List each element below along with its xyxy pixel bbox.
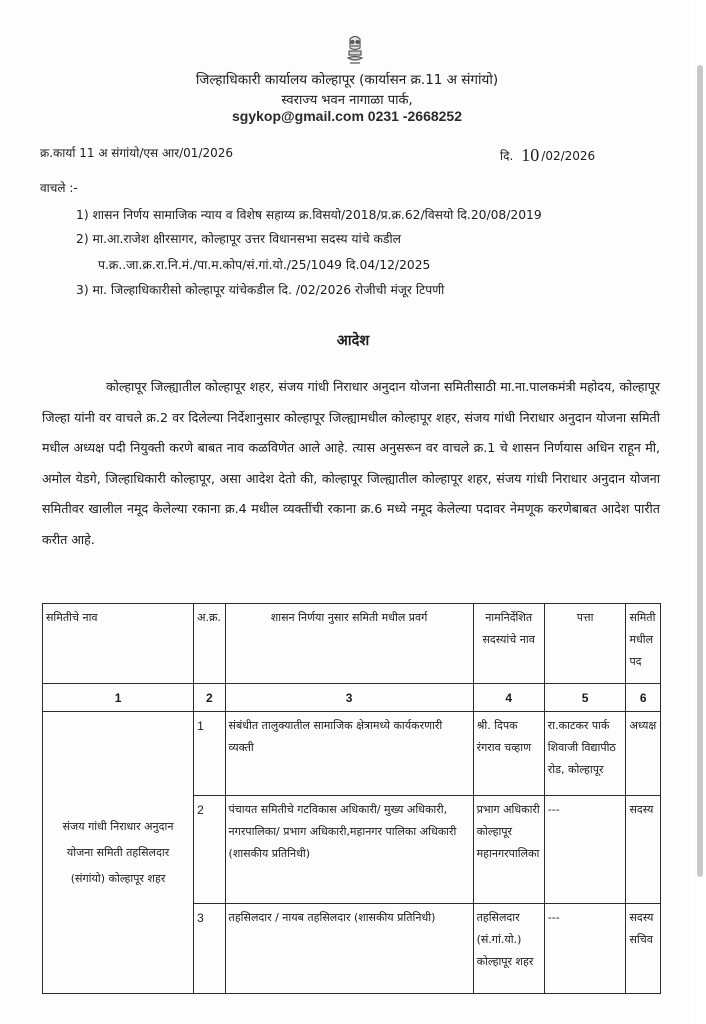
column-header-committee-name: समितीचे नाव xyxy=(43,604,194,684)
column-header-category: शासन निर्णया नुसार समिती मधील प्रवर्ग xyxy=(225,604,473,684)
date-month-year: /02/2026 xyxy=(541,149,596,163)
read-label: वाचले :- xyxy=(40,181,78,195)
date-prefix: दि. xyxy=(500,149,514,163)
member-cell: प्रभाग अधिकारी कोल्हापूर महानगरपालिका xyxy=(473,796,544,904)
read-item: 2) मा.आ.राजेश क्षीरसागर, कोल्हापूर उत्तर विधानसभा सदस्य यांचे कडील xyxy=(76,232,401,246)
column-number: 1 xyxy=(43,684,194,712)
table-row xyxy=(43,712,661,796)
address-cell: रा.काटकर पार्क शिवाजी विद्यापीठ रोड, कोल्हापूर xyxy=(544,712,626,796)
column-header-address: पत्ता xyxy=(544,604,626,684)
member-cell: श्री. दिपक रंगराव चव्हाण xyxy=(473,712,544,796)
reference-number: क्र.कार्या 11 अ संगांयो/एस आर/01/2026 xyxy=(40,146,234,160)
serial-cell: 3 xyxy=(194,904,225,994)
category-cell: संबंधीत तालुक्यातील सामाजिक क्षेत्रामध्ये कार्यकरणारी व्यक्ती xyxy=(225,712,473,796)
member-cell: तहसिलदार (सं.गां.यो.) कोल्हापूर शहर xyxy=(473,904,544,994)
office-contact: sgykop@gmail.com 0231 -2668252 xyxy=(232,108,462,124)
table-header-row xyxy=(43,604,661,684)
column-header-serial: अ.क्र. xyxy=(194,604,225,684)
column-header-post: समिती मधील पद xyxy=(626,604,661,684)
state-emblem-icon xyxy=(343,34,367,68)
serial-cell: 1 xyxy=(194,712,225,796)
committee-name-cell: संजय गांधी निराधार अनुदान योजना समिती तहसिलदार (संगांयो) कोल्हापूर शहर xyxy=(43,712,194,994)
date-day: 10 xyxy=(521,145,540,165)
order-body: कोल्हापूर जिल्ह्यातील कोल्हापूर शहर, संजय गांधी निराधार अनुदान योजना समितीसाठी मा.ना.पालकमंत्री महोदय, कोल्हापूर जिल्हा यांनी वर वाचले क्र.2 वर दिलेल्या निर्देशानुसार कोल्हापूर जिल्ह्यामधील कोल्हापूर शहर, संजय गांधी निराधार अनुदान योजना समिती मधील अध्यक्ष पदी नियुक्ती करणे बाबत नाव कळविणेत आले आहे. त्यास अनुसरून वर वाचले क्र.1 चे शासन निर्णयास अधिन राहून मी, अमोल येडगे, जिल्हाधिकारी कोल्हापूर, असा आदेश देतो की, कोल्हापूर जिल्ह्यातील कोल्हापूर शहर, संजय गांधी निराधार अनुदान योजना समितीवर खालील नमूद केलेल्या रकाना क्र.4 मधील व्यक्तींची रकाना क्र.6 मध्ये नमूद केलेल्या पदावर नेमणूक करणेबाबत आदेश पारीत करीत आहे. xyxy=(42,379,660,547)
read-item: 1) शासन निर्णय सामाजिक न्याय व विशेष सहाय्य क्र.विसयो/2018/प्र.क्र.62/विसयो दि.20/08/2019 xyxy=(76,208,542,222)
category-cell: तहसिलदार / नायब तहसिलदार (शासकीय प्रतिनिधी) xyxy=(225,904,473,994)
column-number: 2 xyxy=(194,684,225,712)
read-item: 3) मा. जिल्हाधिकारीसो कोल्हापूर यांचेकडील दि. /02/2026 रोजीची मंजूर टिपणी xyxy=(76,283,445,297)
committee-table xyxy=(42,603,661,994)
column-number: 3 xyxy=(225,684,473,712)
post-cell: सदस्य xyxy=(626,796,661,904)
read-item-continuation: प.क्र..जा.क्र.रा.नि.मं./पा.म.कोप/सं.गां.यो./25/1049 दि.04/12/2025 xyxy=(98,258,431,272)
order-title: आदेश xyxy=(336,333,370,349)
column-number-row xyxy=(43,684,661,712)
serial-cell: 2 xyxy=(194,796,225,904)
column-number: 4 xyxy=(473,684,544,712)
post-cell: अध्यक्ष xyxy=(626,712,661,796)
office-address: स्वराज्य भवन नागाळा पार्क, xyxy=(281,93,413,108)
scrollbar-thumb[interactable] xyxy=(697,65,703,877)
column-number: 5 xyxy=(544,684,626,712)
column-number: 6 xyxy=(626,684,661,712)
category-cell: पंचायत समितीचे गटविकास अधिकारी/ मुख्य अधिकारी, नगरपालिका/ प्रभाग अधिकारी,महानगर पालिका अधिकारी (शासकीय प्रतिनिधी) xyxy=(225,796,473,904)
column-header-member-name: नामनिर्देशित सदस्यांचे नाव xyxy=(473,604,544,684)
office-name: जिल्हाधिकारी कार्यालय कोल्हापूर (कार्यासन क्र.11 अ संगांयो) xyxy=(195,72,499,88)
order-date xyxy=(500,144,595,165)
post-cell: सदस्य सचिव xyxy=(626,904,661,994)
address-cell: --- xyxy=(544,904,626,994)
address-cell: --- xyxy=(544,796,626,904)
